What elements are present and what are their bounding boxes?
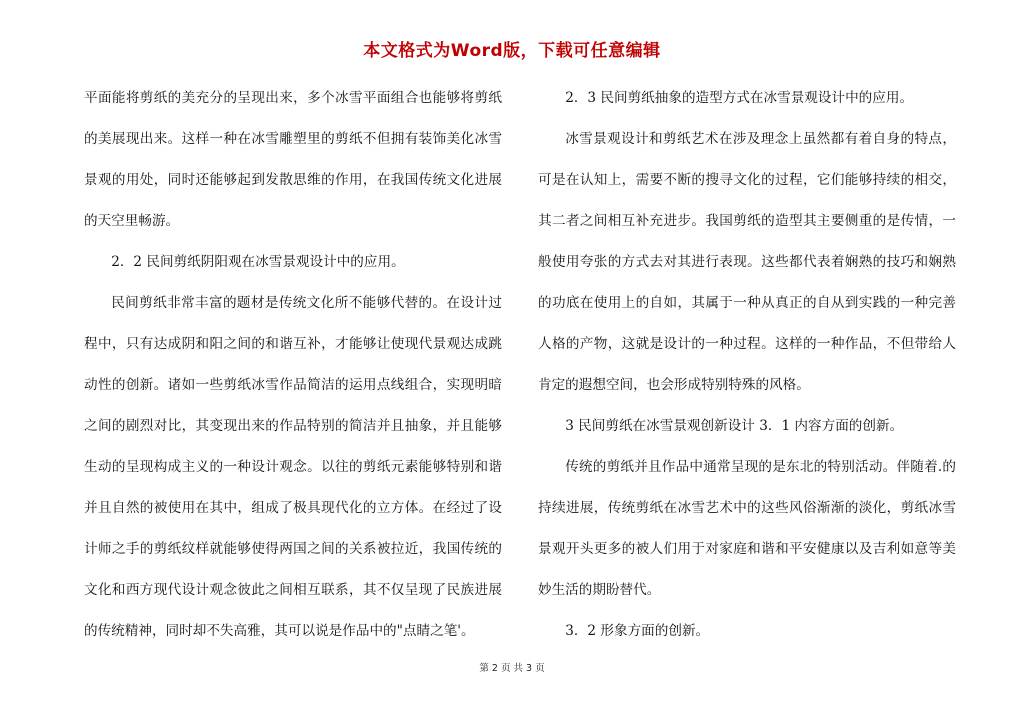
paragraph-2-3-body: 冰雪景观设计和剪纸艺术在涉及理念上虽然都有着自身的特点，可是在认知上，需要不断的搜寻文化的过程，它们能够持续的相交，其二者之间相互补充进步。我国剪纸的造型其主要侧重的是传情，一般使用夸张的方式去对其进行表现。这些都代表着娴熟的技巧和娴熟的功底在使用上的自如，其属于一种从真正的自从到实践的一种完善人格的产物，这就是设计的一种过程。这样的一种作品，不但带给人肯定的遐想空间，也会形成特别特殊的风格。 <box>538 131 956 393</box>
paragraph-2-2-body: 民间剪纸非常丰富的题材是传统文化所不能够代替的。在设计过程中，只有达成阴和阳之间的和谐互补，才能够让使现代景观达成跳动性的创新。诸如一些剪纸冰雪作品简洁的运用点线组合，实现明暗之间的剧烈对比，其变现出来的作品特别的简洁并且抽象，并且能够生动的呈现构成主义的一种设计观念。以往的剪纸元素能够特别和谐并且自然的被使用在其中，组成了极具现代化的立方体。在经过了设计师之手的剪纸纹样就能够使得两国之间的关系被拉近，我国传统的文化和西方现代设计观念彼此之间相互联系，其不仅呈现了民族进展的传统精神，同时却不失高雅，其可以说是作品中的"点睛之笔'。 <box>84 295 502 639</box>
left-column <box>84 78 502 652</box>
section-heading-2-2: 2．2 民间剪纸阴阳观在冰雪景观设计中的应用。 <box>111 254 405 270</box>
page-number-footer: 第 2 页 共 3 页 <box>479 663 545 674</box>
right-column <box>538 78 956 652</box>
paragraph-3-1-body: 传统的剪纸并且作品中通常呈现的是东北的特别活动。伴随着.的持续进展，传统剪纸在冰雪艺术中的这些风俗渐渐的淡化，剪纸冰雪景观开头更多的被人们用于对家庭和谐和平安健康以及吉利如意等美妙生活的期盼替代。 <box>538 459 956 598</box>
section-heading-3-1: 3 民间剪纸在冰雪景观创新设计 3．1 内容方面的创新。 <box>565 418 904 434</box>
section-heading-3-2: 3．2 形象方面的创新。 <box>565 623 710 639</box>
paragraph-continued: 平面能将剪纸的美充分的呈现出来，多个冰雪平面组合也能够将剪纸的美展现出来。这样一种在冰雪雕塑里的剪纸不但拥有装饰美化冰雪景观的用处，同时还能够起到发散思维的作用，在我国传统文化进展的天空里畅游。 <box>84 90 502 229</box>
word-format-banner: 本文格式为Word版，下载可任意编辑 <box>363 41 661 61</box>
section-heading-2-3: 2．3 民间剪纸抽象的造型方式在冰雪景观设计中的应用。 <box>565 90 914 106</box>
